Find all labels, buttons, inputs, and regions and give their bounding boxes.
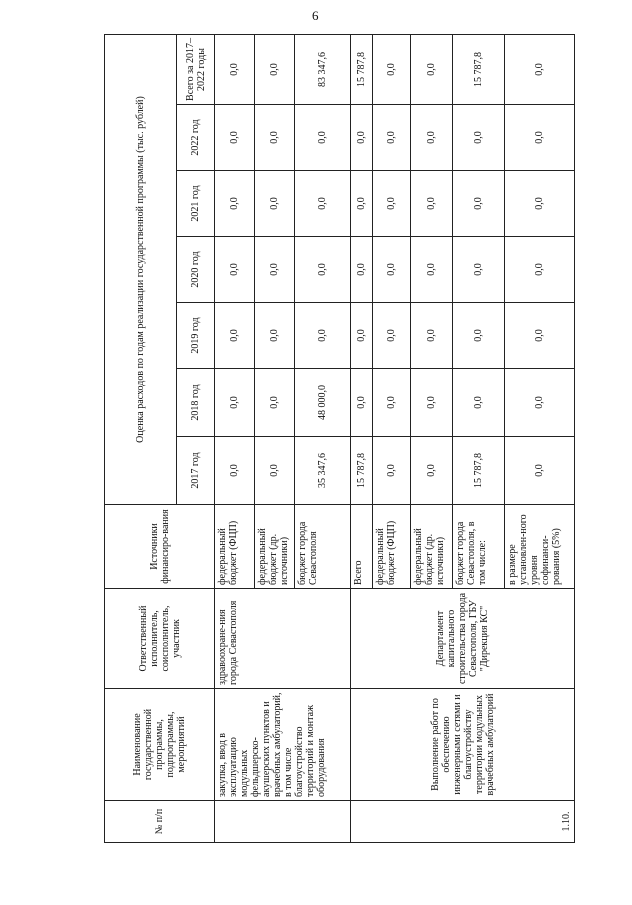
value-cell: 0,0 bbox=[505, 105, 575, 171]
value-cell: 0,0 bbox=[255, 369, 295, 437]
value-cell: 15 787,8 bbox=[351, 34, 373, 104]
value-cell: 0,0 bbox=[351, 237, 373, 303]
value-cell: 0,0 bbox=[373, 171, 411, 237]
value-cell: 0,0 bbox=[255, 437, 295, 505]
value-cell: 15 787,8 bbox=[453, 34, 505, 104]
source-cell: федеральный бюджет (ФЦП) bbox=[215, 505, 255, 589]
value-cell: 0,0 bbox=[373, 437, 411, 505]
value-cell: 15 787,8 bbox=[351, 437, 373, 505]
value-cell: 0,0 bbox=[453, 237, 505, 303]
value-cell: 0,0 bbox=[373, 369, 411, 437]
value-cell: 0,0 bbox=[411, 34, 453, 104]
value-cell: 0,0 bbox=[453, 105, 505, 171]
value-cell: 0,0 bbox=[453, 369, 505, 437]
block1-name: закупка, ввод в эксплуатацию модульных фельдшерско-акушерских пунктов и врачебных амбулаторий, в том числе благоустройство территорий и монтаж оборудования bbox=[215, 689, 351, 801]
header-year: 2019 год bbox=[177, 303, 215, 369]
value-cell: 0,0 bbox=[255, 171, 295, 237]
header-year: 2022 год bbox=[177, 105, 215, 171]
value-cell: 0,0 bbox=[411, 105, 453, 171]
value-cell: 0,0 bbox=[215, 303, 255, 369]
value-cell: 0,0 bbox=[505, 171, 575, 237]
source-cell: в размере установлен-ного уровня софинанси-рования (5%) bbox=[505, 505, 575, 589]
page-number: 6 bbox=[312, 8, 319, 23]
source-cell: бюджет города Севастополя bbox=[295, 505, 351, 589]
source-cell: федеральный бюджет (ФЦП) bbox=[373, 505, 411, 589]
value-cell: 0,0 bbox=[505, 437, 575, 505]
value-cell: 0,0 bbox=[373, 34, 411, 104]
header-year-total: Всего за 2017–2022 годы bbox=[177, 34, 215, 104]
value-cell: 0,0 bbox=[505, 237, 575, 303]
header-estimate: Оценка расходов по годам реализации государственной программы (тыс. рублей) bbox=[105, 34, 177, 504]
value-cell: 0,0 bbox=[215, 171, 255, 237]
value-cell: 0,0 bbox=[411, 369, 453, 437]
block2-executor: Департамент капитального строительства города Севастополя, ГБУ "Дирекция КС" bbox=[351, 589, 575, 689]
value-cell: 0,0 bbox=[215, 437, 255, 505]
value-cell: 0,0 bbox=[295, 303, 351, 369]
value-cell: 0,0 bbox=[255, 105, 295, 171]
value-cell: 0,0 bbox=[295, 105, 351, 171]
value-cell: 0,0 bbox=[505, 369, 575, 437]
header-executor: Ответственный исполнитель, соисполнитель, участник bbox=[105, 589, 215, 689]
block1-num bbox=[215, 801, 351, 843]
value-cell: 0,0 bbox=[411, 437, 453, 505]
table-row bbox=[351, 34, 373, 842]
value-cell: 83 347,6 bbox=[295, 34, 351, 104]
value-cell: 0,0 bbox=[411, 171, 453, 237]
header-year: 2020 год bbox=[177, 237, 215, 303]
block1-executor: здравоохране-ния города Севастополя bbox=[215, 589, 351, 689]
table-row bbox=[215, 34, 255, 842]
source-cell: федеральный бюджет (др. источники) bbox=[255, 505, 295, 589]
value-cell: 0,0 bbox=[215, 369, 255, 437]
header-year: 2021 год bbox=[177, 171, 215, 237]
value-cell: 0,0 bbox=[255, 34, 295, 104]
header-name: Наименование государственной программы, подпрограммы, мероприятий bbox=[105, 689, 215, 801]
header-num: № п/п bbox=[105, 801, 215, 843]
value-cell: 0,0 bbox=[373, 237, 411, 303]
value-cell: 0,0 bbox=[505, 34, 575, 104]
value-cell: 0,0 bbox=[215, 105, 255, 171]
value-cell: 0,0 bbox=[373, 105, 411, 171]
value-cell: 48 000,0 bbox=[295, 369, 351, 437]
value-cell: 0,0 bbox=[411, 237, 453, 303]
value-cell: 0,0 bbox=[295, 237, 351, 303]
value-cell: 0,0 bbox=[351, 105, 373, 171]
value-cell: 0,0 bbox=[411, 303, 453, 369]
value-cell: 0,0 bbox=[215, 237, 255, 303]
financing-table bbox=[104, 34, 575, 843]
header-sources: Источники финансиро-вания bbox=[105, 505, 215, 589]
source-cell: федеральный бюджет (др. источники) bbox=[411, 505, 453, 589]
value-cell: 35 347,6 bbox=[295, 437, 351, 505]
value-cell: 0,0 bbox=[295, 171, 351, 237]
rotated-table-container bbox=[104, 35, 574, 843]
block2-num: 1.10. bbox=[351, 801, 575, 843]
source-cell: Всего bbox=[351, 505, 373, 589]
value-cell: 0,0 bbox=[373, 303, 411, 369]
value-cell: 0,0 bbox=[453, 303, 505, 369]
header-year: 2017 год bbox=[177, 437, 215, 505]
value-cell: 0,0 bbox=[351, 303, 373, 369]
value-cell: 0,0 bbox=[255, 303, 295, 369]
value-cell: 0,0 bbox=[255, 237, 295, 303]
value-cell: 0,0 bbox=[351, 171, 373, 237]
value-cell: 0,0 bbox=[453, 171, 505, 237]
value-cell: 0,0 bbox=[505, 303, 575, 369]
header-year: 2018 год bbox=[177, 369, 215, 437]
value-cell: 0,0 bbox=[215, 34, 255, 104]
block2-name: Выполнение работ по обеспечению инженерными сетями и благоустройству территории модульных врачебных амбулаторий bbox=[351, 689, 575, 801]
value-cell: 0,0 bbox=[351, 369, 373, 437]
value-cell: 15 787,8 bbox=[453, 437, 505, 505]
source-cell: бюджет города Севастополя, в том числе: bbox=[453, 505, 505, 589]
